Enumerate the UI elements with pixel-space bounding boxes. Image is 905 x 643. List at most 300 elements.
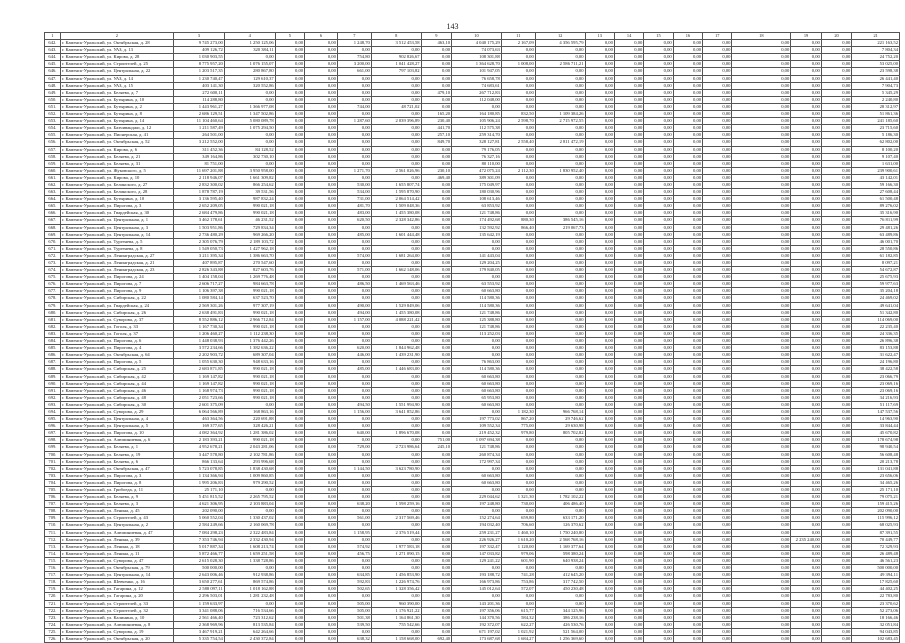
value-cell: 0,00 bbox=[732, 125, 791, 132]
row-number-cell: 647. bbox=[45, 75, 61, 82]
row-number-cell: 716. bbox=[45, 565, 61, 572]
value-cell: 0,00 bbox=[791, 366, 822, 373]
table-row bbox=[45, 593, 900, 600]
value-cell: 0,00 bbox=[614, 54, 643, 61]
value-cell: 0,00 bbox=[732, 167, 791, 174]
value-cell: 0,00 bbox=[585, 352, 614, 359]
value-cell: 0,00 bbox=[644, 295, 673, 302]
value-cell: 0,00 bbox=[421, 330, 452, 337]
value-cell: 0,00 bbox=[305, 373, 338, 380]
value-cell: 0,00 bbox=[421, 600, 452, 607]
value-cell: 0,00 bbox=[673, 330, 702, 337]
row-number-cell: 658. bbox=[45, 153, 61, 160]
address-cell: г. Каменск-Уральский, ул. Беляева, д. 31 bbox=[60, 160, 173, 167]
value-cell: 0,00 bbox=[732, 579, 791, 586]
value-cell: 63 553,92 bbox=[452, 281, 502, 288]
value-cell: 0,00 bbox=[644, 89, 673, 96]
value-cell: 1 080 584,14 bbox=[173, 295, 224, 302]
value-cell: 0,00 bbox=[585, 160, 614, 167]
value-cell: 0,00 bbox=[585, 628, 614, 635]
value-cell: 0,00 bbox=[614, 295, 643, 302]
value-cell: 0,00 bbox=[535, 600, 585, 607]
value-cell: 0,00 bbox=[821, 550, 852, 557]
value-cell: 229 044,62 bbox=[452, 494, 502, 501]
value-cell: 2 167,09 bbox=[501, 40, 535, 47]
value-cell: 0,00 bbox=[703, 89, 732, 96]
row-number-cell: 690. bbox=[45, 380, 61, 387]
value-cell: 0,00 bbox=[305, 139, 338, 146]
value-cell: 1 366 977,08 bbox=[224, 103, 275, 110]
value-cell: 0,00 bbox=[535, 451, 585, 458]
address-cell: г. Каменск-Уральский, ул. Бутырина, д. 10 bbox=[60, 196, 173, 203]
value-cell: 80 110,00 bbox=[452, 160, 502, 167]
value-cell: 7 904,73 bbox=[852, 82, 900, 89]
value-cell: 0,00 bbox=[421, 260, 452, 267]
value-cell: 51 342,80 bbox=[852, 309, 900, 316]
value-cell: 125 388,80 bbox=[452, 316, 502, 323]
value-cell: 0,00 bbox=[501, 508, 535, 515]
address-cell: г. Каменск-Уральский, ул. Центральная, д. 1 bbox=[60, 217, 173, 224]
value-cell: 0,00 bbox=[275, 607, 304, 614]
value-cell: 0,00 bbox=[421, 323, 452, 330]
value-cell: 990 021,18 bbox=[224, 288, 275, 295]
value-cell: 0,00 bbox=[371, 508, 421, 515]
value-cell: 622,27 bbox=[501, 621, 535, 628]
value-cell: 0,00 bbox=[305, 288, 338, 295]
column-header: 19 bbox=[791, 33, 822, 40]
value-cell: 0,00 bbox=[305, 472, 338, 479]
value-cell: 0,00 bbox=[732, 621, 791, 628]
value-cell: 0,00 bbox=[821, 189, 852, 196]
value-cell: 0,00 bbox=[703, 189, 732, 196]
value-cell: 0,00 bbox=[821, 330, 852, 337]
value-cell: 990 021,18 bbox=[224, 387, 275, 394]
value-cell: 0,00 bbox=[821, 366, 852, 373]
value-cell: 0,00 bbox=[535, 479, 585, 486]
value-cell: 17 825,60 bbox=[852, 579, 900, 586]
value-cell: 979,80 bbox=[501, 430, 535, 437]
row-number-cell: 660. bbox=[45, 167, 61, 174]
value-cell: 89 276,02 bbox=[852, 203, 900, 210]
value-cell: 72 329,93 bbox=[852, 543, 900, 550]
value-cell: 0,00 bbox=[371, 139, 421, 146]
value-cell: 0,00 bbox=[421, 359, 452, 366]
address-cell: г. Каменск-Уральский, ул. Центральная, д. 5 bbox=[60, 423, 173, 430]
value-cell: 0,00 bbox=[644, 40, 673, 47]
value-cell: 0,00 bbox=[644, 203, 673, 210]
address-cell: г. Каменск-Уральский, ул. Пирогова, д. 9 bbox=[60, 288, 173, 295]
value-cell: 1 750 240,80 bbox=[535, 529, 585, 536]
value-cell: 634,85 bbox=[337, 572, 371, 579]
value-cell: 9 107,40 bbox=[852, 153, 900, 160]
value-cell: 0,00 bbox=[791, 181, 822, 188]
value-cell: 54 672,87 bbox=[852, 267, 900, 274]
value-cell: 0,00 bbox=[371, 89, 421, 96]
value-cell: 0,00 bbox=[305, 203, 338, 210]
value-cell: 49 394,11 bbox=[852, 572, 900, 579]
value-cell: 60 663,80 bbox=[452, 479, 502, 486]
value-cell: 60 663,80 bbox=[452, 373, 502, 380]
value-cell: 0,00 bbox=[703, 522, 732, 529]
value-cell: 22 235,40 bbox=[852, 323, 900, 330]
value-cell: 0,00 bbox=[821, 132, 852, 139]
value-cell: 0,00 bbox=[224, 487, 275, 494]
value-cell: 2 332 430,94 bbox=[224, 536, 275, 543]
value-cell: 0,00 bbox=[305, 586, 338, 593]
value-cell: 0,00 bbox=[224, 139, 275, 146]
value-cell: 0,00 bbox=[305, 366, 338, 373]
value-cell: 1 206 460,27 bbox=[173, 330, 224, 337]
row-number-cell: 722. bbox=[45, 607, 61, 614]
table-row bbox=[45, 274, 900, 281]
value-cell: 0,00 bbox=[535, 238, 585, 245]
value-cell: 0,00 bbox=[703, 536, 732, 543]
value-cell: 0,00 bbox=[673, 103, 702, 110]
value-cell: 2 569 301,26 bbox=[173, 302, 224, 309]
value-cell: 0,00 bbox=[421, 231, 452, 238]
value-cell: 0,00 bbox=[421, 288, 452, 295]
value-cell: 112 575,38 bbox=[452, 125, 502, 132]
value-cell: 0,00 bbox=[337, 359, 371, 366]
address-cell: г. Каменск-Уральский, ул. Тургенева, д. 5 bbox=[60, 238, 173, 245]
value-cell: 0,00 bbox=[732, 96, 791, 103]
value-cell: 0,00 bbox=[821, 316, 852, 323]
value-cell: 2 305 076,79 bbox=[173, 238, 224, 245]
value-cell: 0,00 bbox=[421, 380, 452, 387]
row-number-cell: 721. bbox=[45, 600, 61, 607]
value-cell: 0,00 bbox=[703, 54, 732, 61]
value-cell: 0,00 bbox=[644, 572, 673, 579]
value-cell: 450 230,48 bbox=[535, 586, 585, 593]
value-cell: 0,00 bbox=[791, 465, 822, 472]
value-cell: 0,00 bbox=[673, 295, 702, 302]
address-cell: г. Каменск-Уральский, ул. Пионерская, д. 41 bbox=[60, 132, 173, 139]
value-cell: 31 622,47 bbox=[852, 352, 900, 359]
value-cell: 0,00 bbox=[821, 359, 852, 366]
value-cell: 180 030,96 bbox=[452, 189, 502, 196]
value-cell: 0,00 bbox=[673, 323, 702, 330]
value-cell: 74 683,61 bbox=[452, 82, 502, 89]
value-cell: 990 021,18 bbox=[224, 380, 275, 387]
address-cell: г. Каменск-Уральский, ул. Сибирская, д. 46 bbox=[60, 387, 173, 394]
value-cell: 0,00 bbox=[791, 607, 822, 614]
value-cell: 0,00 bbox=[452, 238, 502, 245]
value-cell: 0,00 bbox=[703, 281, 732, 288]
value-cell: 1 610,20 bbox=[501, 536, 535, 543]
value-cell: 1 896 670,08 bbox=[371, 430, 421, 437]
address-cell: г. Каменск-Уральский, ул. Гвардейская, д. 24 bbox=[60, 302, 173, 309]
value-cell: 832,50 bbox=[501, 111, 535, 118]
value-cell: 7 804,34 bbox=[852, 47, 900, 54]
value-cell: 0,00 bbox=[614, 607, 643, 614]
value-cell: 0,00 bbox=[614, 61, 643, 68]
value-cell: 0,00 bbox=[732, 75, 791, 82]
table-row bbox=[45, 316, 900, 323]
value-cell: 0,00 bbox=[421, 494, 452, 501]
value-cell: 0,00 bbox=[275, 160, 304, 167]
value-cell: 0,00 bbox=[371, 224, 421, 231]
value-cell: 197 248,80 bbox=[452, 501, 502, 508]
value-cell: 2 832 300,02 bbox=[173, 181, 224, 188]
value-cell: 0,00 bbox=[275, 437, 304, 444]
address-cell: г. Каменск-Уральский, ул. Шевченко, д. 16 bbox=[60, 579, 173, 586]
value-cell: 0,00 bbox=[337, 387, 371, 394]
value-cell: 0,00 bbox=[305, 267, 338, 274]
value-cell: 1 659 251,58 bbox=[224, 550, 275, 557]
value-cell: 0,00 bbox=[585, 394, 614, 401]
value-cell: 0,00 bbox=[791, 394, 822, 401]
address-cell: г. Каменск-Уральский, ул. Беляева, д. 6 bbox=[60, 458, 173, 465]
value-cell: 0,00 bbox=[585, 515, 614, 522]
value-cell: 0,00 bbox=[732, 586, 791, 593]
value-cell: 0,00 bbox=[585, 47, 614, 54]
value-cell: 0,00 bbox=[673, 160, 702, 167]
address-cell: г. Каменск-Уральский, ул. Пирогова, д. 7 bbox=[60, 281, 173, 288]
value-cell: 0,00 bbox=[703, 508, 732, 515]
value-cell: 0,00 bbox=[305, 565, 338, 572]
value-cell: 0,00 bbox=[275, 479, 304, 486]
value-cell: 26 896,38 bbox=[852, 338, 900, 345]
value-cell: 0,00 bbox=[371, 245, 421, 252]
value-cell: 0,00 bbox=[585, 536, 614, 543]
value-cell: 115 996,12 bbox=[852, 515, 900, 522]
value-cell: 485,00 bbox=[337, 366, 371, 373]
value-cell: 0,00 bbox=[791, 61, 822, 68]
value-cell: 640 938,24 bbox=[535, 557, 585, 564]
value-cell: 0,00 bbox=[703, 118, 732, 125]
value-cell: 0,00 bbox=[421, 189, 452, 196]
value-cell: 0,00 bbox=[305, 600, 338, 607]
value-cell: 0,00 bbox=[535, 487, 585, 494]
value-cell: 0,00 bbox=[673, 387, 702, 394]
value-cell: 0,00 bbox=[501, 352, 535, 359]
value-cell: 0,00 bbox=[275, 330, 304, 337]
row-number-cell: 688. bbox=[45, 366, 61, 373]
value-cell: 0,00 bbox=[535, 437, 585, 444]
value-cell: 1 076 155,07 bbox=[224, 61, 275, 68]
value-cell: 0,00 bbox=[275, 508, 304, 515]
value-cell: 0,00 bbox=[305, 231, 338, 238]
value-cell: 0,00 bbox=[501, 451, 535, 458]
value-cell: 0,00 bbox=[275, 366, 304, 373]
address-cell: г. Каменск-Уральский, ул. Калинина, д. 10 bbox=[60, 614, 173, 621]
value-cell: 0,00 bbox=[732, 47, 791, 54]
row-number-cell: 669. bbox=[45, 231, 61, 238]
value-cell: 129 204,25 bbox=[452, 260, 502, 267]
value-cell: 0,00 bbox=[585, 118, 614, 125]
value-cell: 0,00 bbox=[791, 408, 822, 415]
value-cell: 45 670,82 bbox=[852, 430, 900, 437]
value-cell: 0,00 bbox=[703, 196, 732, 203]
value-cell: 68 025,93 bbox=[852, 522, 900, 529]
value-cell: 0,00 bbox=[337, 295, 371, 302]
value-cell: 0,00 bbox=[305, 82, 338, 89]
value-cell: 0,00 bbox=[224, 54, 275, 61]
address-cell: г. Каменск-Уральский, ул. Кирова, д. 28 bbox=[60, 54, 173, 61]
column-header: 11 bbox=[501, 33, 535, 40]
value-cell: 0,00 bbox=[703, 465, 732, 472]
value-cell: 0,00 bbox=[791, 125, 822, 132]
value-cell: 0,00 bbox=[614, 125, 643, 132]
table-row bbox=[45, 373, 900, 380]
value-cell: 0,00 bbox=[673, 260, 702, 267]
value-cell: 0,00 bbox=[337, 160, 371, 167]
value-cell: 0,00 bbox=[421, 472, 452, 479]
value-cell: 144 370,56 bbox=[452, 614, 502, 621]
value-cell: 0,00 bbox=[732, 103, 791, 110]
value-cell: 3 341 088,06 bbox=[173, 607, 224, 614]
value-cell: 0,00 bbox=[791, 635, 822, 642]
value-cell: 0,00 bbox=[732, 139, 791, 146]
value-cell: 0,00 bbox=[614, 529, 643, 536]
value-cell: 3 212 552,00 bbox=[173, 139, 224, 146]
value-cell: 0,00 bbox=[673, 508, 702, 515]
value-cell: 0,00 bbox=[614, 160, 643, 167]
value-cell: 979,06 bbox=[501, 550, 535, 557]
value-cell: 2 240,80 bbox=[852, 96, 900, 103]
value-cell: 147 537,56 bbox=[852, 408, 900, 415]
value-cell: 463 364,56 bbox=[173, 416, 224, 423]
value-cell: 193 188,72 bbox=[452, 572, 502, 579]
column-header: 1 bbox=[45, 33, 61, 40]
value-cell: 0,00 bbox=[585, 593, 614, 600]
value-cell: 0,00 bbox=[614, 465, 643, 472]
value-cell: 0,00 bbox=[703, 607, 732, 614]
value-cell: 0,00 bbox=[371, 373, 421, 380]
value-cell: 349 164,86 bbox=[173, 153, 224, 160]
value-cell: 0,00 bbox=[535, 288, 585, 295]
value-cell: 0,00 bbox=[305, 217, 338, 224]
address-cell: г. Каменск-Уральский, ул. Тургенева, д. 8 bbox=[60, 245, 173, 252]
value-cell: 0,00 bbox=[275, 635, 304, 642]
value-cell: 0,00 bbox=[224, 401, 275, 408]
value-cell: 0,00 bbox=[673, 54, 702, 61]
value-cell: 0,00 bbox=[614, 68, 643, 75]
value-cell: 0,00 bbox=[501, 196, 535, 203]
value-cell: 0,00 bbox=[732, 54, 791, 61]
value-cell: 716 534,66 bbox=[224, 607, 275, 614]
value-cell: 0,00 bbox=[821, 501, 852, 508]
value-cell: 0,00 bbox=[644, 373, 673, 380]
value-cell: 0,00 bbox=[703, 479, 732, 486]
value-cell: 2 051 723,66 bbox=[173, 394, 224, 401]
value-cell: 29 746,62 bbox=[535, 416, 585, 423]
value-cell: 0,00 bbox=[821, 522, 852, 529]
row-number-cell: 709. bbox=[45, 515, 61, 522]
address-cell: г. Каменск-Уральский, ул. Жуковского, д. 5 bbox=[60, 167, 173, 174]
value-cell: 0,00 bbox=[275, 494, 304, 501]
value-cell: 797 103,82 bbox=[371, 68, 421, 75]
value-cell: 0,00 bbox=[501, 309, 535, 316]
value-cell: 0,00 bbox=[644, 252, 673, 259]
value-cell: 0,00 bbox=[644, 444, 673, 451]
value-cell: 0,00 bbox=[673, 217, 702, 224]
value-cell: 0,00 bbox=[501, 267, 535, 274]
value-cell: 0,00 bbox=[614, 472, 643, 479]
value-cell: 0,00 bbox=[585, 189, 614, 196]
value-cell: 0,00 bbox=[821, 47, 852, 54]
value-cell: 0,00 bbox=[703, 345, 732, 352]
value-cell: 0,00 bbox=[673, 458, 702, 465]
value-cell: 0,00 bbox=[585, 203, 614, 210]
value-cell: 59 977,63 bbox=[852, 281, 900, 288]
value-cell: 0,00 bbox=[821, 260, 852, 267]
value-cell: 0,00 bbox=[421, 267, 452, 274]
value-cell: 1 169 147,82 bbox=[173, 380, 224, 387]
value-cell: 0,00 bbox=[224, 508, 275, 515]
row-number-cell: 665. bbox=[45, 203, 61, 210]
value-cell: 1 662 148,06 bbox=[371, 267, 421, 274]
value-cell: 1 041 428,27 bbox=[371, 61, 421, 68]
value-cell: 0,00 bbox=[501, 160, 535, 167]
value-cell: 0,00 bbox=[275, 295, 304, 302]
value-cell: 0,00 bbox=[791, 146, 822, 153]
value-cell: 0,00 bbox=[644, 451, 673, 458]
value-cell: 1 159 633,97 bbox=[173, 600, 224, 607]
value-cell: 0,00 bbox=[421, 103, 452, 110]
value-cell: 0,00 bbox=[305, 61, 338, 68]
value-cell: 0,00 bbox=[614, 260, 643, 267]
value-cell: 0,00 bbox=[703, 231, 732, 238]
value-cell: 0,00 bbox=[644, 302, 673, 309]
value-cell: 0,00 bbox=[421, 345, 452, 352]
value-cell: 0,00 bbox=[614, 338, 643, 345]
value-cell: 0,00 bbox=[732, 522, 791, 529]
value-cell: 0,00 bbox=[791, 295, 822, 302]
value-cell: 0,00 bbox=[673, 309, 702, 316]
value-cell: 0,00 bbox=[371, 593, 421, 600]
value-cell: 0,00 bbox=[421, 423, 452, 430]
value-cell: 0,00 bbox=[305, 401, 338, 408]
value-cell: 0,00 bbox=[644, 487, 673, 494]
value-cell: 0,00 bbox=[791, 458, 822, 465]
value-cell: 0,00 bbox=[535, 125, 585, 132]
value-cell: 0,00 bbox=[614, 387, 643, 394]
value-cell: 0,00 bbox=[421, 217, 452, 224]
value-cell: 28 550,86 bbox=[852, 245, 900, 252]
value-cell: 2 317 569,46 bbox=[371, 515, 421, 522]
value-cell: 0,00 bbox=[421, 401, 452, 408]
value-cell: 0,00 bbox=[821, 387, 852, 394]
value-cell: 280 867,80 bbox=[224, 68, 275, 75]
value-cell: 0,00 bbox=[421, 210, 452, 217]
value-cell: 0,00 bbox=[421, 387, 452, 394]
value-cell: 0,00 bbox=[275, 380, 304, 387]
value-cell: 0,00 bbox=[791, 423, 822, 430]
value-cell: 1 376 442,26 bbox=[224, 338, 275, 345]
value-cell: 0,00 bbox=[673, 224, 702, 231]
value-cell: 0,00 bbox=[732, 338, 791, 345]
row-number-cell: 696. bbox=[45, 423, 61, 430]
value-cell: 0,00 bbox=[275, 579, 304, 586]
value-cell: 0,00 bbox=[421, 75, 452, 82]
value-cell: 0,00 bbox=[305, 281, 338, 288]
value-cell: 0,00 bbox=[501, 82, 535, 89]
value-cell: 827 603,76 bbox=[224, 267, 275, 274]
value-cell: 0,00 bbox=[535, 373, 585, 380]
value-cell: 0,00 bbox=[703, 160, 732, 167]
value-cell: 0,00 bbox=[821, 494, 852, 501]
value-cell: 23 066,79 bbox=[852, 373, 900, 380]
value-cell: 0,00 bbox=[421, 352, 452, 359]
value-cell: 0,00 bbox=[703, 579, 732, 586]
address-cell: г. Каменск-Уральский, ул. Беляева, д. 9 bbox=[60, 494, 173, 501]
value-cell: 1 382 636,22 bbox=[224, 345, 275, 352]
value-cell: 0,00 bbox=[585, 224, 614, 231]
value-cell: 0,00 bbox=[644, 586, 673, 593]
value-cell: 0,00 bbox=[644, 557, 673, 564]
value-cell: 0,00 bbox=[337, 323, 371, 330]
